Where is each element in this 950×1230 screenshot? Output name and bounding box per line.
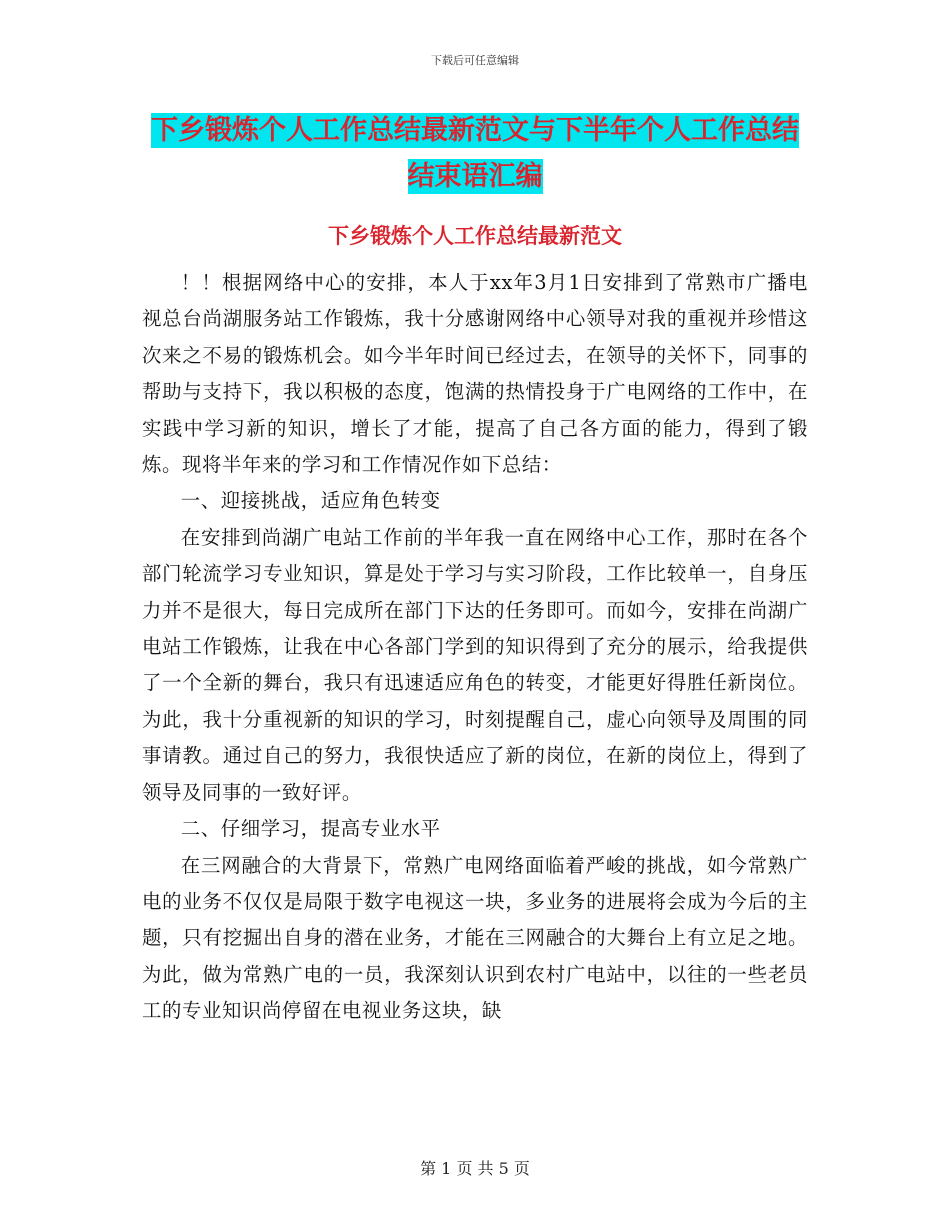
paragraph-two: 在三网融合的大背景下，常熟广电网络面临着严峻的挑战，如今常熟广电的业务不仅仅是局限于数字电视这一块，多业务的进展将会成为今后的主题，只有挖掘出自身的潜在业务，才能在三网融合的大舞台上有立足之地。为此，做为常熟广电的一员，我深刻认识到农村广电站中，以往的一些老员工的专业知识尚停留在电视业务这块，缺 bbox=[142, 853, 808, 1023]
document-title bbox=[140, 108, 810, 200]
section-title: 下乡锻炼个人工作总结最新范文 bbox=[328, 224, 622, 248]
heading-one: 一、迎接挑战，适应角色转变 bbox=[180, 489, 441, 513]
document-title-text: 下乡锻炼个人工作总结最新范文与下半年个人工作总结结束语汇编 bbox=[151, 115, 799, 192]
document-body bbox=[142, 265, 808, 1030]
paragraph-intro: ！！根据网络中心的安排，本人于xx年3月1日安排到了常熟市广播电视总台尚湖服务站工作锻炼，我十分感谢网络中心领导对我的重视并珍惜这次来之不易的锻炼机会。如今半年时间已经过去，在领导的关怀下，同事的帮助与支持下，我以积极的态度，饱满的热情投身于广电网络的工作中，在实践中学习新的知识，增长了才能，提高了自己各方面的能力，得到了锻炼。现将半年来的学习和工作情况作如下总结： bbox=[142, 271, 808, 477]
heading-two: 二、仔细学习，提高专业水平 bbox=[180, 817, 441, 841]
page-number-footer: 第 1 页 共 5 页 bbox=[420, 1159, 530, 1178]
header-note: 下载后可任意编辑 bbox=[431, 54, 519, 67]
paragraph-one: 在安排到尚湖广电站工作前的半年我一直在网络中心工作，那时在各个部门轮流学习专业知识，算是处于学习与实习阶段，工作比较单一，自身压力并不是很大，每日完成所在部门下达的任务即可。而如今，安排在尚湖广电站工作锻炼，让我在中心各部门学到的知识得到了充分的展示，给我提供了一个全新的舞台，我只有迅速适应角色的转变，才能更好得胜任新岗位。为此，我十分重视新的知识的学习，时刻提醒自己，虚心向领导及周围的同事请教。通过自己的努力，我很快适应了新的岗位，在新的岗位上，得到了领导及同事的一致好评。 bbox=[142, 525, 808, 804]
